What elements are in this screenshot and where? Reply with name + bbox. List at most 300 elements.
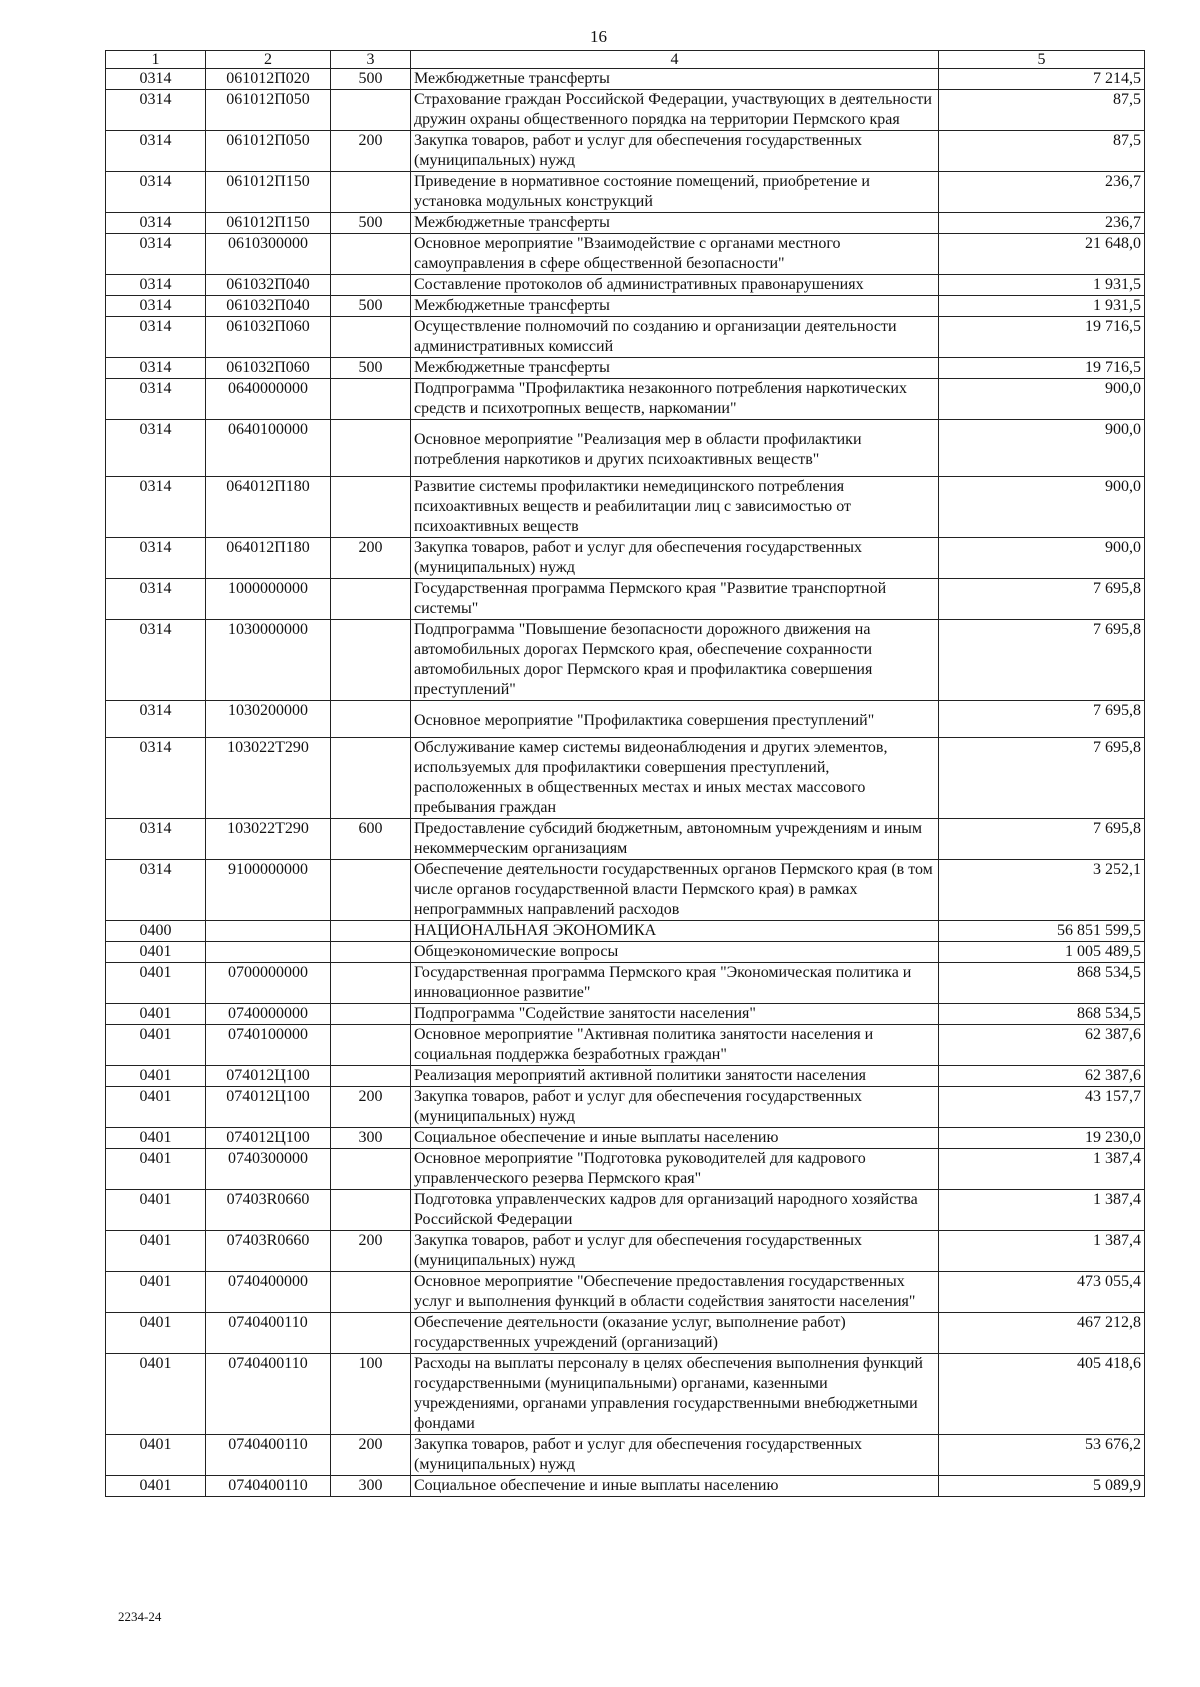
target-item-code-cell [206,538,331,579]
target-item-code: 064012П180 [226,478,310,495]
section-code: 0314 [139,380,172,397]
section-code: 0401 [139,1355,172,1372]
amount-cell [939,1354,1145,1435]
target-item-code: 061032П060 [226,359,310,376]
item-name: Обеспечение деятельности (оказание услуг, выполнение работ) государственных учреждений (организаций) [414,1314,846,1351]
section-code-cell [106,131,206,172]
section-code: 0314 [139,173,172,190]
target-item-code: 074012Ц100 [226,1088,310,1105]
amount-cell [939,1231,1145,1272]
item-name: Расходы на выплаты персоналу в целях обеспечения выполнения функций государственными (муниципальными) органами, казенными учреждениями, органами управления государственными внебюджетными фондами [414,1355,923,1432]
column-header-target-item: 2 [206,51,331,69]
section-code-cell [106,477,206,538]
amount-cell [939,69,1145,90]
section-code: 0314 [139,214,172,231]
table-row [106,819,1145,860]
amount-cell [939,921,1145,942]
item-name: Развитие системы профилактики немедицинского потребления психоактивных веществ и реабилитации лиц с зависимостью от психоактивных веществ [414,478,851,535]
table-row [106,1435,1145,1476]
section-code-cell [106,90,206,131]
item-name-cell [411,420,939,477]
amount-cell [939,942,1145,963]
section-code-cell [106,172,206,213]
item-name-cell [411,1025,939,1066]
item-name-cell [411,1435,939,1476]
item-name: Основное мероприятие "Профилактика совершения преступлений" [414,712,875,729]
section-code-cell [106,701,206,738]
item-name-cell [411,942,939,963]
amount: 1 387,4 [1093,1150,1141,1167]
item-name: Общеэкономические вопросы [414,943,619,960]
amount: 236,7 [1105,173,1141,190]
amount: 1 387,4 [1093,1232,1141,1249]
amount-cell [939,317,1145,358]
table-row [106,1354,1145,1435]
amount: 900,0 [1105,380,1141,397]
target-item-code: 061012П150 [226,173,310,190]
item-name: Основное мероприятие "Реализация мер в области профилактики потребления наркотиков и других психоактивных веществ" [414,431,862,468]
target-item-code: 0740300000 [228,1150,308,1167]
section-code: 0401 [139,1150,172,1167]
target-item-code-cell [206,860,331,921]
amount-cell [939,579,1145,620]
section-code-cell [106,296,206,317]
section-code: 0314 [139,70,172,87]
section-code: 0314 [139,318,172,335]
section-code-cell [106,921,206,942]
target-item-code-cell [206,620,331,701]
section-code-cell [106,420,206,477]
item-name: Государственная программа Пермского края "Экономическая политика и инновационное развитие" [414,964,912,1001]
expense-type-code: 500 [358,214,383,231]
amount-cell [939,420,1145,477]
amount: 7 695,8 [1093,739,1141,756]
amount-cell [939,213,1145,234]
section-code: 0401 [139,1067,172,1084]
section-code: 0314 [139,359,172,376]
amount: 53 676,2 [1085,1436,1141,1453]
expense-type-code-cell [331,379,411,420]
amount: 19 716,5 [1085,359,1141,376]
expense-type-code-cell [331,420,411,477]
section-code-cell [106,1004,206,1025]
section-code: 0314 [139,702,172,719]
item-name-cell [411,131,939,172]
table-row [106,579,1145,620]
section-code: 0401 [139,1232,172,1249]
item-name-cell [411,738,939,819]
expense-type-code-cell [331,579,411,620]
section-code-cell [106,234,206,275]
item-name: Закупка товаров, работ и услуг для обеспечения государственных (муниципальных) нужд [414,132,863,169]
target-item-code-cell [206,963,331,1004]
section-code-cell [106,213,206,234]
budget-table [105,50,1145,1497]
expense-type-code: 200 [358,1436,383,1453]
table-row [106,172,1145,213]
expense-type-code-cell [331,172,411,213]
amount: 7 695,8 [1093,621,1141,638]
table-row [106,1476,1145,1497]
expense-type-code: 300 [358,1477,383,1494]
table-row [106,860,1145,921]
item-name: Обеспечение деятельности государственных органов Пермского края (в том числе органов государственной власти Пермского края) в рамках непрограммных направлений расходов [414,861,933,918]
target-item-code: 061012П050 [226,91,310,108]
amount: 7 695,8 [1093,580,1141,597]
item-name-cell [411,296,939,317]
expense-type-code-cell [331,921,411,942]
expense-type-code: 200 [358,1088,383,1105]
expense-type-code-cell [331,738,411,819]
expense-type-code-cell [331,296,411,317]
item-name: Основное мероприятие "Взаимодействие с органами местного самоуправления в сфере общественной безопасности" [414,235,841,272]
item-name-cell [411,1190,939,1231]
section-code-cell [106,317,206,358]
amount-cell [939,1087,1145,1128]
table-row [106,701,1145,738]
amount-cell [939,296,1145,317]
amount: 87,5 [1113,132,1141,149]
target-item-code-cell [206,1272,331,1313]
target-item-code: 064012П180 [226,539,310,556]
expense-type-code-cell [331,819,411,860]
section-code-cell [106,1066,206,1087]
item-name-cell [411,90,939,131]
target-item-code-cell [206,1066,331,1087]
item-name-cell [411,701,939,738]
section-code-cell [106,963,206,1004]
target-item-code-cell [206,358,331,379]
amount: 5 089,9 [1093,1477,1141,1494]
amount-cell [939,234,1145,275]
expense-type-code-cell [331,317,411,358]
expense-type-code: 500 [358,297,383,314]
item-name: Закупка товаров, работ и услуг для обеспечения государственных (муниципальных) нужд [414,1088,863,1125]
expense-type-code-cell [331,1231,411,1272]
target-item-code-cell [206,296,331,317]
expense-type-code-cell [331,620,411,701]
table-row [106,90,1145,131]
amount-cell [939,379,1145,420]
expense-type-code-cell [331,477,411,538]
expense-type-code-cell [331,1149,411,1190]
amount: 473 055,4 [1077,1273,1141,1290]
target-item-code-cell [206,1128,331,1149]
item-name-cell [411,921,939,942]
footer-code: 2234-24 [118,1609,162,1624]
expense-type-code-cell [331,69,411,90]
section-code: 0401 [139,943,172,960]
section-code: 0314 [139,91,172,108]
item-name: Составление протоколов об административных правонарушениях [414,276,864,293]
item-name-cell [411,819,939,860]
expense-type-code-cell [331,963,411,1004]
target-item-code-cell [206,90,331,131]
amount-cell [939,275,1145,296]
amount-cell [939,477,1145,538]
item-name: Основное мероприятие "Подготовка руководителей для кадрового управленческого резерва Пермского края" [414,1150,866,1187]
amount-cell [939,90,1145,131]
target-item-code: 0740100000 [228,1026,308,1043]
amount: 1 005 489,5 [1065,943,1141,960]
section-code-cell [106,275,206,296]
target-item-code-cell [206,701,331,738]
amount: 56 851 599,5 [1057,922,1141,939]
expense-type-code-cell [331,275,411,296]
section-code: 0314 [139,580,172,597]
section-code: 0401 [139,1129,172,1146]
amount: 21 648,0 [1085,235,1141,252]
target-item-code-cell [206,1190,331,1231]
amount: 900,0 [1105,421,1141,438]
item-name-cell [411,379,939,420]
table-row [106,1087,1145,1128]
expense-type-code: 500 [358,70,383,87]
item-name: Подпрограмма "Содействие занятости населения" [414,1005,756,1022]
table-row [106,1231,1145,1272]
amount-cell [939,620,1145,701]
column-header-section: 1 [106,51,206,69]
table-row [106,738,1145,819]
target-item-code-cell [206,1231,331,1272]
target-item-code: 9100000000 [228,861,308,878]
section-code-cell [106,860,206,921]
item-name-cell [411,1149,939,1190]
table-row [106,69,1145,90]
table-row [106,1149,1145,1190]
section-code-cell [106,942,206,963]
table-row [106,1066,1145,1087]
target-item-code-cell [206,172,331,213]
expense-type-code-cell [331,90,411,131]
target-item-code-cell [206,234,331,275]
section-code: 0401 [139,1005,172,1022]
amount: 87,5 [1113,91,1141,108]
amount-cell [939,1435,1145,1476]
target-item-code: 1000000000 [228,580,308,597]
section-code: 0401 [139,1477,172,1494]
item-name: НАЦИОНАЛЬНАЯ ЭКОНОМИКА [414,922,657,939]
expense-type-code-cell [331,1354,411,1435]
expense-type-code-cell [331,1272,411,1313]
amount: 405 418,6 [1077,1355,1141,1372]
table-body [106,69,1145,1497]
table-row [106,963,1145,1004]
table-row [106,358,1145,379]
expense-type-code-cell [331,701,411,738]
amount-cell [939,538,1145,579]
target-item-code: 0740400110 [228,1477,308,1494]
target-item-code: 061012П150 [226,214,310,231]
target-item-code-cell [206,1004,331,1025]
target-item-code: 0640000000 [228,380,308,397]
item-name: Основное мероприятие "Активная политика занятости населения и социальная поддержка безработных граждан" [414,1026,874,1063]
target-item-code-cell [206,1149,331,1190]
target-item-code-cell [206,275,331,296]
table-row [106,477,1145,538]
amount: 467 212,8 [1077,1314,1141,1331]
section-code-cell [106,1231,206,1272]
column-header-amount: 5 [939,51,1145,69]
target-item-code: 061032П040 [226,276,310,293]
amount-cell [939,1476,1145,1497]
expense-type-code: 200 [358,1232,383,1249]
target-item-code-cell [206,1087,331,1128]
expense-type-code-cell [331,1476,411,1497]
item-name: Подготовка управленческих кадров для организаций народного хозяйства Российской Федерации [414,1191,918,1228]
amount-cell [939,358,1145,379]
expense-type-code-cell [331,538,411,579]
amount: 868 534,5 [1077,1005,1141,1022]
section-code: 0314 [139,235,172,252]
target-item-code-cell [206,379,331,420]
section-code-cell [106,1025,206,1066]
item-name-cell [411,1087,939,1128]
table-row [106,379,1145,420]
item-name-cell [411,538,939,579]
target-item-code: 0740000000 [228,1005,308,1022]
expense-type-code-cell [331,1435,411,1476]
target-item-code-cell [206,579,331,620]
table-header-row [106,51,1145,69]
section-code: 0401 [139,1436,172,1453]
target-item-code: 07403R0660 [226,1232,310,1249]
item-name: Социальное обеспечение и иные выплаты населению [414,1477,779,1494]
item-name-cell [411,860,939,921]
section-code-cell [106,1476,206,1497]
amount: 868 534,5 [1077,964,1141,981]
amount: 62 387,6 [1085,1026,1141,1043]
section-code: 0401 [139,1088,172,1105]
target-item-code: 0740400000 [228,1273,308,1290]
table-row [106,538,1145,579]
section-code-cell [106,69,206,90]
target-item-code: 1030000000 [228,621,308,638]
target-item-code: 0640100000 [228,421,308,438]
item-name: Межбюджетные трансферты [414,214,610,231]
amount-cell [939,131,1145,172]
table-row [106,1004,1145,1025]
target-item-code: 0740400110 [228,1436,308,1453]
target-item-code-cell [206,921,331,942]
target-item-code: 074012Ц100 [226,1067,310,1084]
item-name: Реализация мероприятий активной политики занятости населения [414,1067,867,1084]
item-name: Приведение в нормативное состояние помещений, приобретение и установка модульных конструкций [414,173,870,210]
table-row [106,1272,1145,1313]
section-code-cell [106,1128,206,1149]
section-code: 0314 [139,297,172,314]
table-row [106,275,1145,296]
amount-cell [939,1025,1145,1066]
section-code-cell [106,1087,206,1128]
table-row [106,420,1145,477]
item-name-cell [411,620,939,701]
expense-type-code-cell [331,942,411,963]
amount: 1 931,5 [1093,276,1141,293]
section-code: 0314 [139,539,172,556]
table-row [106,213,1145,234]
target-item-code: 074012Ц100 [226,1129,310,1146]
section-code: 0401 [139,1191,172,1208]
item-name-cell [411,477,939,538]
expense-type-code: 200 [358,132,383,149]
expense-type-code-cell [331,1128,411,1149]
item-name: Межбюджетные трансферты [414,297,610,314]
target-item-code: 1030200000 [228,702,308,719]
table-row [106,1128,1145,1149]
table-row [106,942,1145,963]
amount-cell [939,701,1145,738]
section-code: 0401 [139,1314,172,1331]
item-name-cell [411,1231,939,1272]
section-code: 0314 [139,861,172,878]
target-item-code: 061012П050 [226,132,310,149]
section-code: 0314 [139,478,172,495]
section-code-cell [106,819,206,860]
item-name-cell [411,317,939,358]
table-row [106,234,1145,275]
target-item-code-cell [206,69,331,90]
item-name-cell [411,1066,939,1087]
amount-cell [939,1272,1145,1313]
target-item-code-cell [206,1476,331,1497]
amount-cell [939,172,1145,213]
table-row [106,1313,1145,1354]
item-name: Страхование граждан Российской Федерации, участвующих в деятельности дружин охраны общественного порядка на территории Пермского края [414,91,932,128]
item-name: Социальное обеспечение и иные выплаты населению [414,1129,779,1146]
amount-cell [939,1313,1145,1354]
amount-cell [939,1128,1145,1149]
target-item-code-cell [206,1313,331,1354]
column-header-expense-type: 3 [331,51,411,69]
expense-type-code-cell [331,131,411,172]
item-name-cell [411,963,939,1004]
amount-cell [939,860,1145,921]
expense-type-code: 600 [358,820,383,837]
amount: 236,7 [1105,214,1141,231]
amount: 43 157,7 [1085,1088,1141,1105]
target-item-code-cell [206,738,331,819]
target-item-code-cell [206,942,331,963]
section-code-cell [106,579,206,620]
amount: 19 716,5 [1085,318,1141,335]
section-code: 0401 [139,1273,172,1290]
section-code: 0314 [139,621,172,638]
item-name: Обслуживание камер системы видеонаблюдения и других элементов, используемых для профилактики совершения преступлений, расположенных в общественных местах и иных местах массового пребывания граждан [414,739,888,816]
item-name-cell [411,1313,939,1354]
target-item-code-cell [206,819,331,860]
expense-type-code-cell [331,1004,411,1025]
expense-type-code-cell [331,1066,411,1087]
amount-cell [939,1066,1145,1087]
amount: 7 214,5 [1093,70,1141,87]
target-item-code: 103022Т290 [227,820,309,837]
table-row [106,131,1145,172]
section-code-cell [106,358,206,379]
target-item-code: 0610300000 [228,235,308,252]
amount-cell [939,819,1145,860]
section-code: 0314 [139,739,172,756]
table-row [106,317,1145,358]
section-code-cell [106,1272,206,1313]
amount-cell [939,963,1145,1004]
section-code-cell [106,1190,206,1231]
page-number: 16 [590,27,607,46]
expense-type-code-cell [331,1190,411,1231]
item-name: Закупка товаров, работ и услуг для обеспечения государственных (муниципальных) нужд [414,1232,863,1269]
item-name: Основное мероприятие "Обеспечение предоставления государственных услуг и выполнения функций в области содействия занятости населения" [414,1273,916,1310]
item-name-cell [411,69,939,90]
